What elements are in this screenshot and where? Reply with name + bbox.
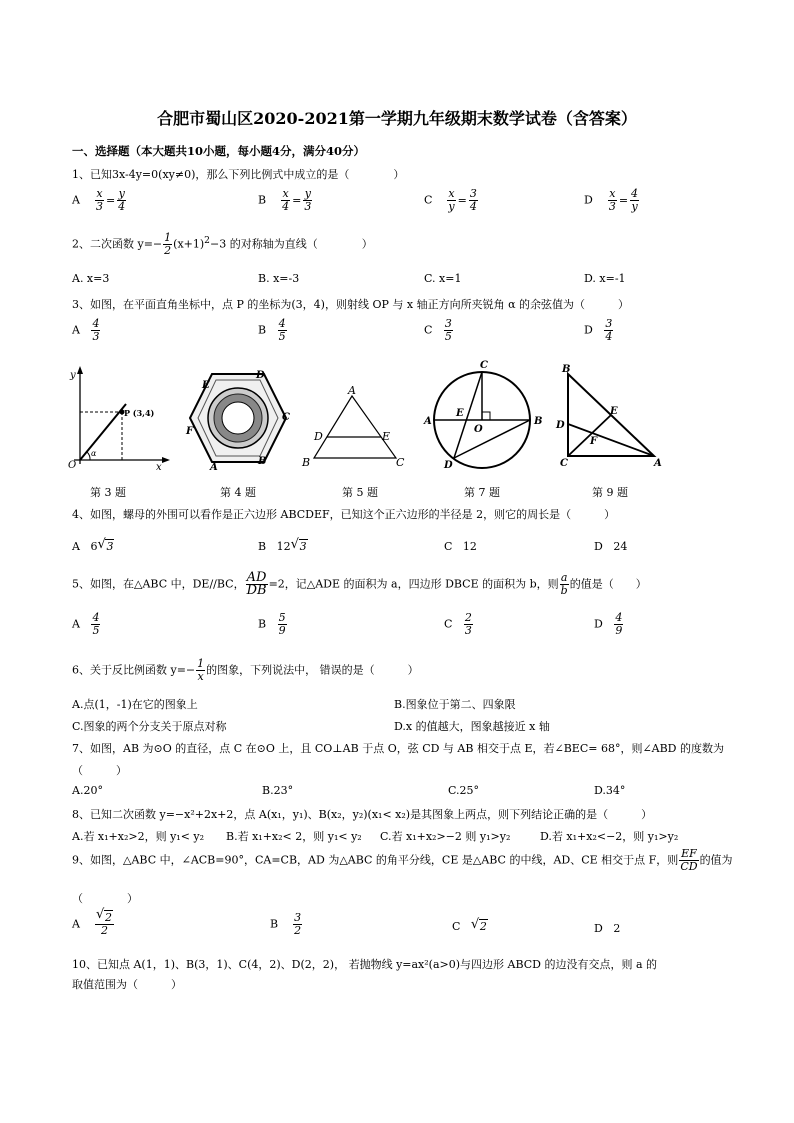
option-coef: 12 <box>276 540 291 553</box>
sqrt-radicand: 3 <box>299 540 307 553</box>
frac-den: 4 <box>469 200 477 213</box>
q6-option-a[interactable]: A.点(1，-1)在它的图象上 <box>72 698 198 711</box>
label-c: C <box>282 412 290 423</box>
frac-num: 4 <box>92 611 100 624</box>
frac-den: y <box>631 200 638 213</box>
q2-stem <box>72 232 373 257</box>
frac-den: 4 <box>118 200 126 213</box>
q10-line1: 10、已知点 A(1，1)、B(3，1)、C(4，2)、D(2，2)， 若抛物线 y=ax²(a>0)与四边形 ABCD 的边没有交点，则 a 的 <box>72 958 658 971</box>
q1-option-c[interactable]: C $\frac{x}{y}$ = $\frac{3}{4}$ <box>424 187 477 213</box>
q2-stem-a: 2、二次函数 y=− <box>72 237 163 251</box>
q1-stem: 1、已知3x-4y=0(xy≠0)，那么下列比例式中成立的是（ ） <box>72 168 405 181</box>
q3-stem: 3、如图，在平面直角坐标中，点 P 的坐标为(3，4)，则射线 OP 与 x 轴正方向所夹锐角 α 的余弦值为（ ） <box>72 298 630 311</box>
frac-num: x <box>282 187 289 200</box>
figure-7 <box>420 358 546 474</box>
frac-den: 2 <box>100 924 108 937</box>
q7-paren: （ ） <box>72 764 127 777</box>
option-letter: C <box>444 540 453 553</box>
option-value: 2 <box>613 922 621 935</box>
label-y: y <box>70 370 76 381</box>
label-d: D <box>444 460 453 471</box>
q8-option-a[interactable]: A.若 x₁+x₂>2，则 y₁< y₂ <box>72 830 205 843</box>
option-letter: D <box>594 922 603 935</box>
frac-den: 9 <box>278 624 286 637</box>
frac-num: 1 <box>164 231 172 244</box>
frac-num: x <box>96 187 103 200</box>
frac-num: 1 <box>197 657 205 670</box>
figure-4 <box>182 366 294 472</box>
sqrt-radicand: 2 <box>479 920 487 933</box>
frac-num: a <box>560 571 568 584</box>
q9-option-b[interactable] <box>270 912 303 937</box>
label-b: B <box>258 456 267 467</box>
q10-line2: 取值范围为（ ） <box>72 978 182 991</box>
page-title: 合肥市蜀山区2020-2021第一学期九年级期末数学试卷（含答案） <box>157 109 637 128</box>
option-letter: A <box>72 540 80 553</box>
y-axis-arrow <box>77 366 83 374</box>
nut-hole <box>222 402 254 434</box>
frac-num: 2 <box>464 611 472 624</box>
frac-den: b <box>560 584 568 597</box>
option-letter: C <box>452 920 461 933</box>
frac-den: 3 <box>608 200 616 213</box>
q8-option-b[interactable]: B.若 x₁+x₂< 2，则 y₁< y₂ <box>226 830 362 843</box>
frac-num: 3 <box>294 911 302 924</box>
frac-den: DB <box>246 583 267 598</box>
figure-5-caption: 第 5 题 <box>342 486 378 499</box>
option-coef: 6 <box>90 540 98 553</box>
frac-num: 4 <box>615 611 623 624</box>
option-letter: C <box>424 193 433 207</box>
frac-den: 5 <box>92 624 100 637</box>
q4-option-d[interactable] <box>594 540 627 553</box>
frac-den: 3 <box>464 624 472 637</box>
q4-option-a[interactable] <box>72 537 114 553</box>
frac-den: 4 <box>605 330 613 343</box>
q4-option-b[interactable] <box>258 537 308 553</box>
frac-num: x <box>448 187 455 200</box>
q9-option-d[interactable] <box>594 922 620 935</box>
q7-stem: 7、如图，AB 为⊙O 的直径，点 C 在⊙O 上，且 CO⊥AB 于点 O，弦 CD 与 AB 相交于点 E，若∠BEC= 68°，则∠ABD 的度数为 <box>72 742 725 755</box>
q1-option-d[interactable]: D $\frac{x}{3}$ = $\frac{4}{y}$ <box>584 187 639 213</box>
label-d: D <box>256 370 265 381</box>
triangle-abc <box>314 396 396 458</box>
frac-num: 4 <box>92 317 100 330</box>
option-letter: B <box>258 323 267 337</box>
q2-option-c[interactable]: C. x=1 <box>424 272 462 285</box>
q9-option-a[interactable] <box>72 907 115 937</box>
option-value: 24 <box>613 540 628 553</box>
q5-stem-a: 5、如图，在△ABC 中，DE//BC， <box>72 577 245 591</box>
label-f: F <box>186 426 194 437</box>
q5-option-a[interactable] <box>72 612 101 637</box>
q5-stem-b: =2，记△ADE 的面积为 a，四边形 DBCE 的面积为 b，则 <box>268 577 559 591</box>
frac-num: 4 <box>631 187 639 200</box>
label-d: D <box>556 420 565 431</box>
q7-option-a[interactable]: A.20° <box>72 784 103 797</box>
frac-den: CD <box>680 860 698 873</box>
bisector-ad <box>568 424 654 456</box>
q5-option-b[interactable] <box>258 612 288 637</box>
q9-stem <box>72 848 733 873</box>
frac-den: 5 <box>444 330 452 343</box>
frac-num: 5 <box>278 611 286 624</box>
sqrt-radicand: 3 <box>106 540 114 553</box>
option-letter: A <box>72 917 80 931</box>
q6-stem-b: 的图象，下列说法中， 错误的是（ ） <box>206 663 419 677</box>
option-letter: C <box>444 617 453 631</box>
q3-option-c[interactable] <box>424 318 454 343</box>
q1-option-b[interactable]: B $\frac{x}{4}$ = $\frac{y}{3}$ <box>258 187 312 213</box>
option-letter: D <box>594 617 603 631</box>
q2-option-d[interactable]: D. x=-1 <box>584 272 626 285</box>
frac-den: y <box>448 200 455 213</box>
label-e: E <box>456 408 464 419</box>
q5-option-c[interactable] <box>444 612 474 637</box>
option-letter: B <box>258 617 267 631</box>
q5-stem <box>72 572 647 597</box>
figure-4-caption: 第 4 题 <box>220 486 256 499</box>
q3-option-a[interactable] <box>72 318 101 343</box>
q2-stem-b: (x+1) <box>173 237 205 251</box>
label-a: A <box>348 384 356 397</box>
label-a: A <box>424 416 432 427</box>
frac-den: 3 <box>95 200 103 213</box>
option-letter: C <box>424 323 433 337</box>
option-letter: D <box>594 540 603 553</box>
frac-num: 3 <box>469 187 477 200</box>
exponent: 2 <box>204 234 210 246</box>
label-alpha: α <box>91 449 97 458</box>
q9-paren: （ ） <box>72 892 138 905</box>
label-c: C <box>396 456 405 469</box>
frac-num: EF <box>681 847 697 860</box>
option-letter: B <box>258 193 267 207</box>
q5-stem-c: 的值是（ ） <box>569 577 647 591</box>
frac-num: y <box>118 187 125 200</box>
q8-stem: 8、已知二次函数 y=−x²+2x+2，点 A(x₁，y₁)、B(x₂，y₂)(x₁< x₂)是其图象上两点，则下列结论正确的是（ ） <box>72 808 653 821</box>
frac-den: 4 <box>282 200 290 213</box>
label-a: A <box>210 462 218 472</box>
figure-9 <box>554 364 664 468</box>
q8-option-d[interactable]: D.若 x₁+x₂<−2，则 y₁>y₂ <box>540 830 679 843</box>
option-letter: A <box>72 193 80 207</box>
frac-den: 3 <box>304 200 312 213</box>
angle-arc <box>87 452 90 460</box>
frac-num: 3 <box>444 317 452 330</box>
q2-option-b[interactable]: B. x=-3 <box>258 272 300 285</box>
figure-7-caption: 第 7 题 <box>464 486 500 499</box>
q4-option-c[interactable] <box>444 540 477 553</box>
frac-den: 5 <box>278 330 286 343</box>
frac-den: 2 <box>164 244 172 257</box>
option-letter: D <box>584 323 593 337</box>
frac-num: 4 <box>278 317 286 330</box>
sqrt-sign: √ <box>470 917 480 932</box>
option-letter: B <box>258 540 267 553</box>
label-c: C <box>480 360 488 371</box>
q2-option-a[interactable]: A. x=3 <box>72 272 110 285</box>
label-d: D <box>314 430 323 443</box>
option-letter: A <box>72 323 80 337</box>
figure-3-caption: 第 3 题 <box>90 486 126 499</box>
figure-9-caption: 第 9 题 <box>592 486 628 499</box>
q6-option-d[interactable]: D.x 的值越大，图象越接近 x 轴 <box>394 720 550 733</box>
label-a: A <box>654 458 662 468</box>
frac-num: AD <box>246 570 267 585</box>
figure-5 <box>296 384 408 470</box>
q7-option-c[interactable]: C.25° <box>448 784 480 797</box>
label-p: P (3,4) <box>124 408 155 418</box>
q6-option-b[interactable]: B.图象位于第二、四象限 <box>394 698 516 711</box>
x-axis-arrow <box>162 457 170 463</box>
q6-option-c[interactable]: C.图象的两个分支关于原点对称 <box>72 720 227 733</box>
sqrt-radicand: 2 <box>104 911 112 924</box>
frac-den: 9 <box>615 624 623 637</box>
frac-num: x <box>609 187 616 200</box>
option-letter: A <box>72 617 80 631</box>
q8-option-c[interactable]: C.若 x₁+x₂>−2 则 y₁>y₂ <box>380 830 511 843</box>
q7-option-d[interactable]: D.34° <box>594 784 626 797</box>
option-letter: D <box>584 193 593 207</box>
label-b: B <box>534 416 543 427</box>
label-e: E <box>382 430 391 443</box>
q5-option-d[interactable] <box>594 612 624 637</box>
q9-stem-b: 的值为 <box>699 853 733 867</box>
label-b: B <box>302 456 311 469</box>
sqrt-sign: √ <box>290 537 299 552</box>
option-value: 12 <box>462 540 477 553</box>
label-o: O <box>68 460 77 471</box>
q3-option-b[interactable] <box>258 318 288 343</box>
q1-option-a[interactable]: A $\frac{x}{3}$ = $\frac{y}{4}$ <box>72 187 126 213</box>
label-x: x <box>156 462 162 472</box>
q6-stem <box>72 658 419 683</box>
label-b: B <box>562 364 571 375</box>
frac-num: y <box>304 187 311 200</box>
q6-stem-a: 6、关于反比例函数 y=− <box>72 663 196 677</box>
label-f: F <box>590 436 598 447</box>
section-heading: 一、选择题（本大题共10小题，每小题4分，满分40分） <box>72 144 366 158</box>
q9-stem-a: 9、如图，△ABC 中，∠ACB=90°，CA=CB，AD 为△ABC 的角平分线，CE 是△ABC 的中线，AD、CE 相交于点 F，则 <box>72 853 679 867</box>
label-o: O <box>474 424 483 435</box>
sqrt-sign: √ <box>95 907 105 922</box>
q4-stem: 4、如图，螺母的外围可以看作是正六边形 ABCDEF，已知这个正六边形的半径是 2，则它的周长是（ ） <box>72 508 616 521</box>
figure-3 <box>66 364 176 472</box>
frac-den: x <box>197 670 204 683</box>
option-letter: B <box>270 917 279 931</box>
right-angle <box>482 412 490 420</box>
frac-den: 3 <box>92 330 100 343</box>
q2-stem-c: −3 的对称轴为直线（ ） <box>210 237 373 251</box>
label-c: C <box>560 458 568 468</box>
label-e: E <box>202 380 210 391</box>
q9-option-c[interactable] <box>452 917 488 933</box>
q7-option-b[interactable]: B.23° <box>262 784 294 797</box>
frac-den: 2 <box>294 924 302 937</box>
q3-option-d[interactable] <box>584 318 614 343</box>
sqrt-sign: √ <box>97 537 106 552</box>
frac-num: 3 <box>605 317 613 330</box>
label-e: E <box>610 406 618 417</box>
